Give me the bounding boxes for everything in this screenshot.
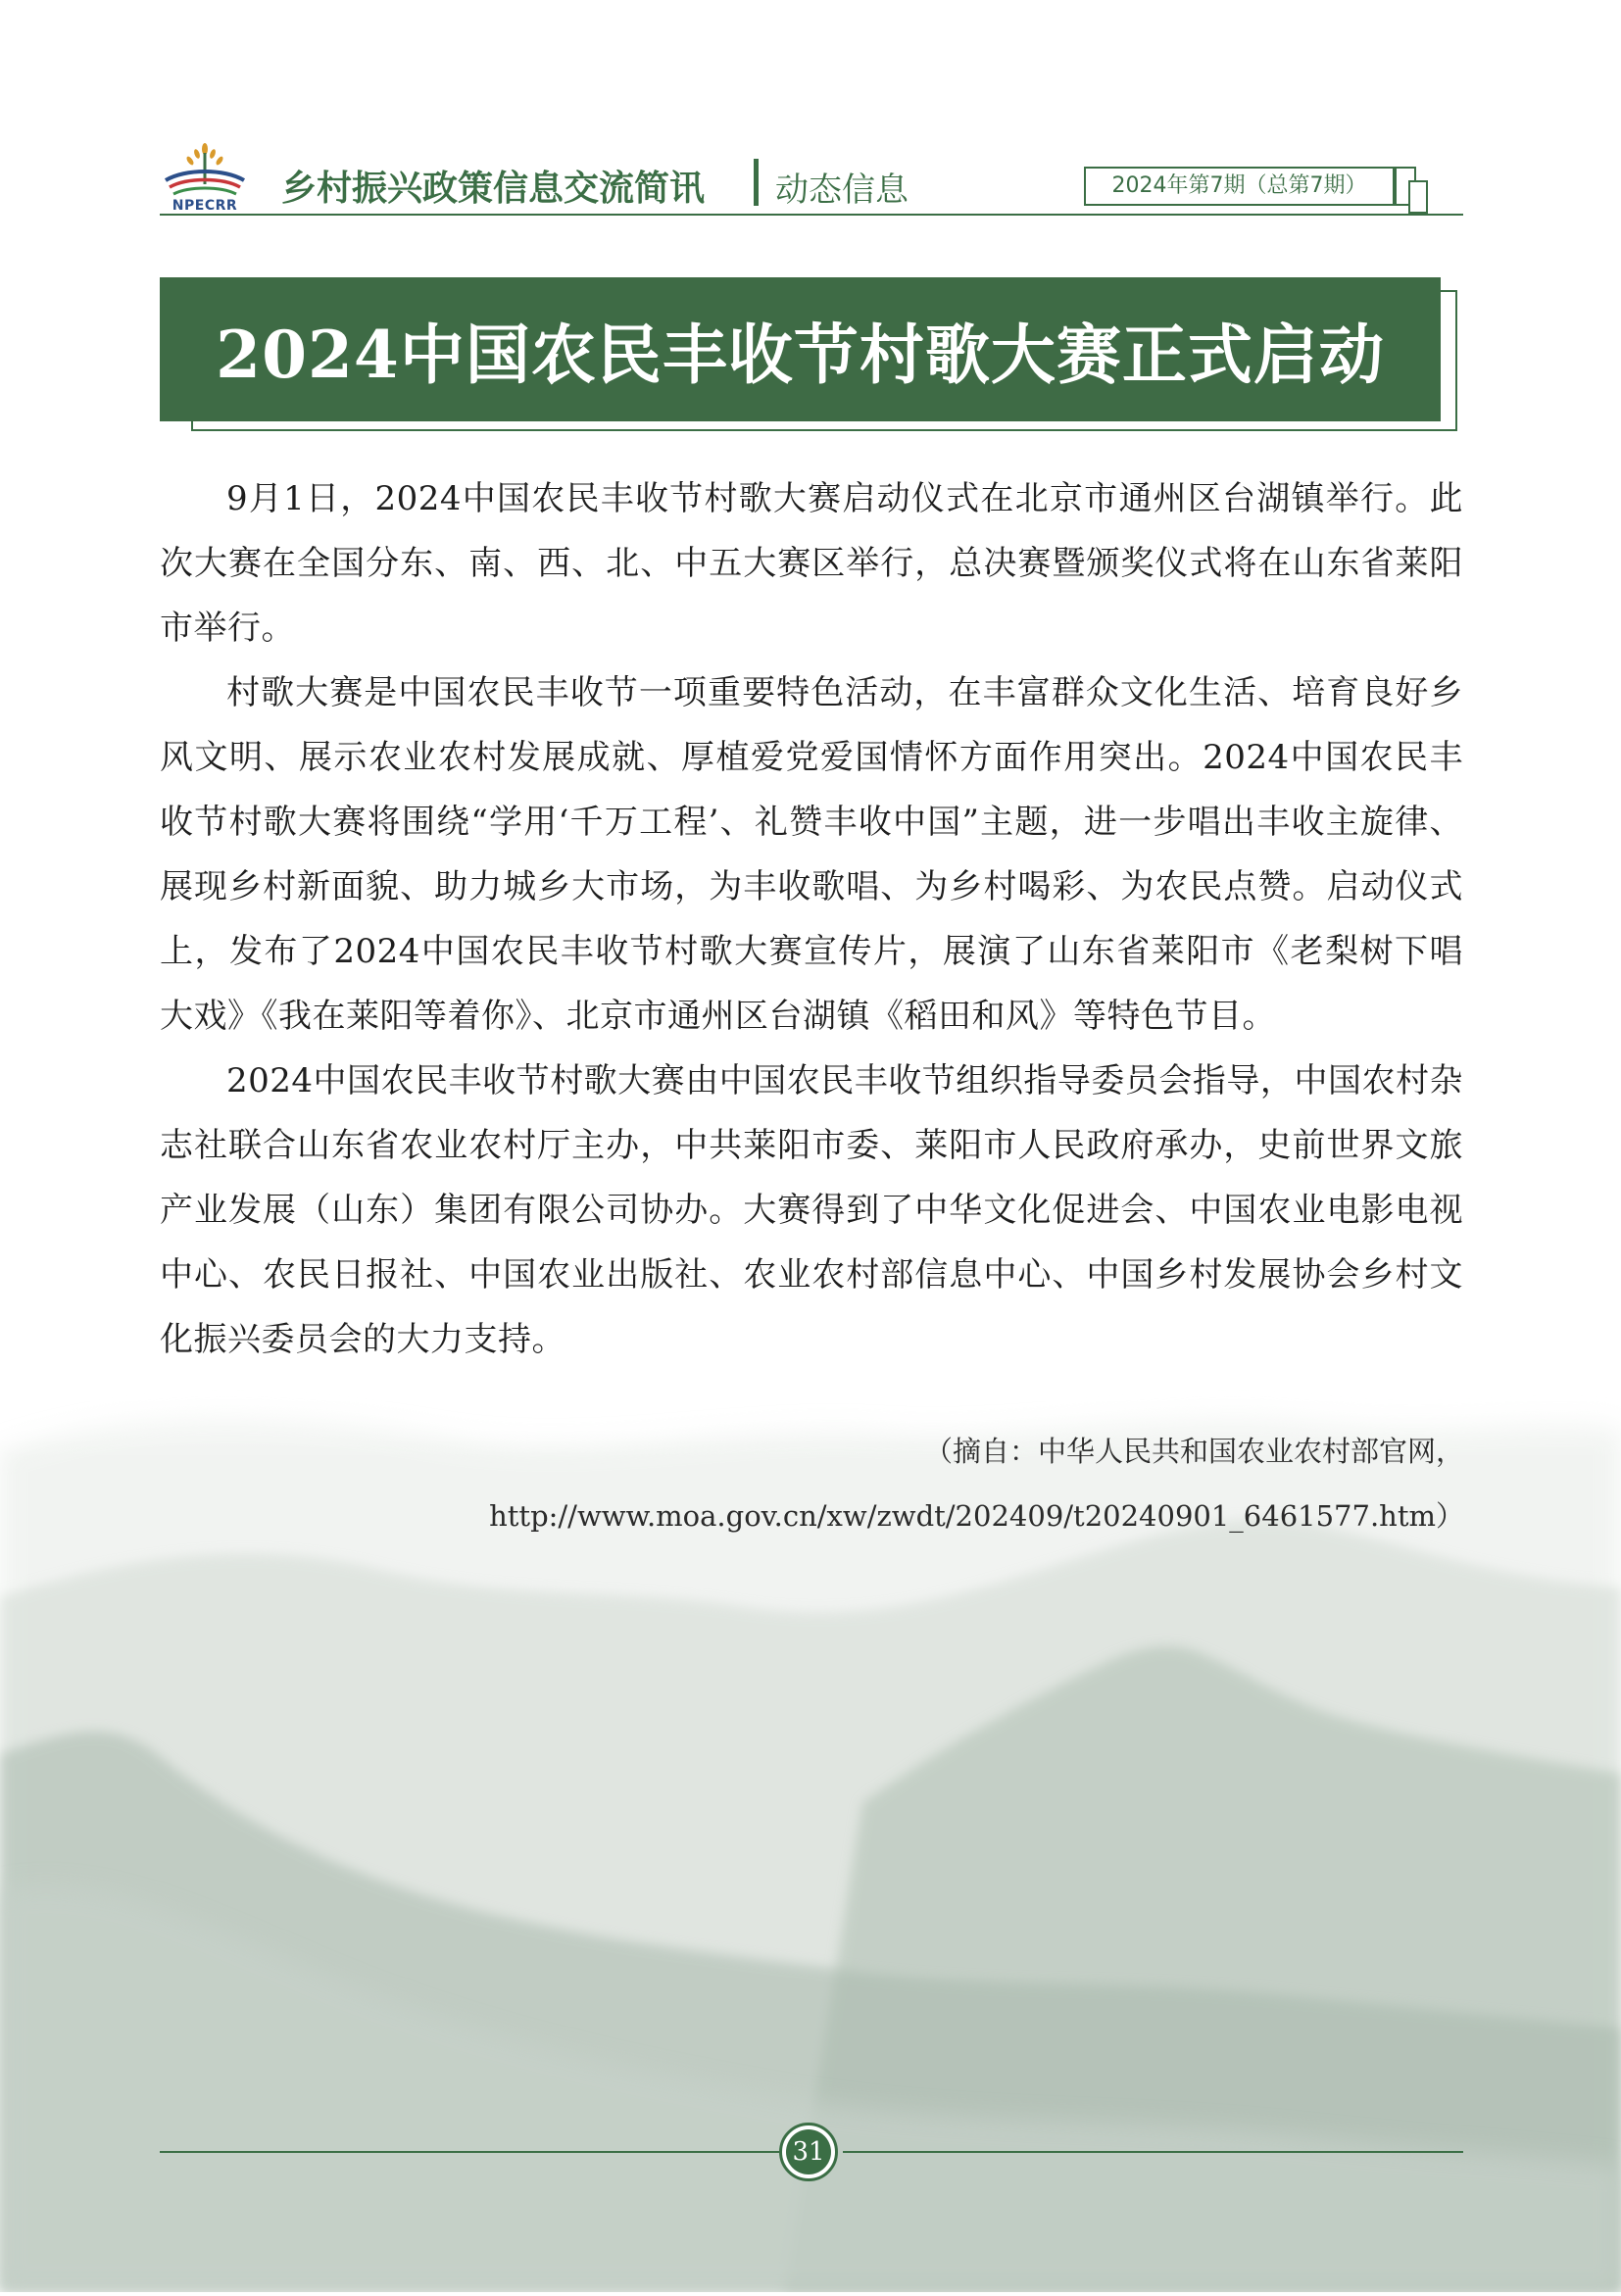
source-line: （摘自：中华人民共和国农业农村部官网， [923,1435,1464,1468]
paragraph: 9月1日，2024中国农民丰收节村歌大赛启动仪式在北京市通州区台湖镇举行。此次大赛在全国分东、南、西、北、中五大赛区举行，总决赛暨颁奖仪式将在山东省莱阳市举行。 [160,479,1463,648]
publication-title: 乡村振兴政策信息交流简讯 [281,169,706,209]
header-rule [160,214,1463,216]
paragraph: 村歌大赛是中国农民丰收节一项重要特色活动，在丰富群众文化生活、培育良好乡风文明、展示农业农村发展成就、厚植爱党爱国情怀方面作用突出。2024中国农民丰收节村歌大赛将围绕“学用‘千万工程’、礼赞丰收中国”主题，进一步唱出丰收主旋律、展现乡村新面貌、助力城乡大市场，为丰收歌唱、为乡村喝彩、为农民点赞。启动仪式上，发布了2024中国农民丰收节村歌大赛宣传片，展演了山东省莱阳市《老梨树下唱大戏》《我在莱阳等着你》、北京市通州区台湖镇《稻田和风》等特色节目。 [160,673,1463,1036]
footer-rule [843,2151,1463,2153]
page-number: 31 [786,2129,831,2174]
wheat-emblem-icon [160,141,250,198]
section-name: 动态信息 [775,171,909,210]
source-citation [489,1419,1464,1548]
article-body [160,466,1463,1372]
article-title: 2024中国农民丰收节村歌大赛正式启动 [216,317,1385,393]
source-url: http://www.moa.gov.cn/xw/zwdt/202409/t20240901_6461577.htm） [489,1499,1464,1533]
logo [160,141,250,214]
logo-text: NPECRR [172,198,238,214]
footer-rule [160,2151,779,2153]
issue-label: 2024年第7期（总第7期） [1084,167,1395,206]
page-header [160,137,1463,218]
issue-box-decoration [1408,180,1428,214]
header-divider [754,159,759,206]
page-number-badge [779,2123,838,2181]
paragraph: 2024中国农民丰收节村歌大赛由中国农民丰收节组织指导委员会指导，中国农村杂志社联合山东省农业农村厅主办，中共莱阳市委、莱阳市人民政府承办，史前世界文旅产业发展（山东）集团有限公司协办。大赛得到了中华文化促进会、中国农业电影电视中心、农民日报社、中国农业出版社、农业农村部信息中心、中国乡村发展协会乡村文化振兴委员会的大力支持。 [160,1061,1463,1359]
title-banner [160,277,1441,421]
